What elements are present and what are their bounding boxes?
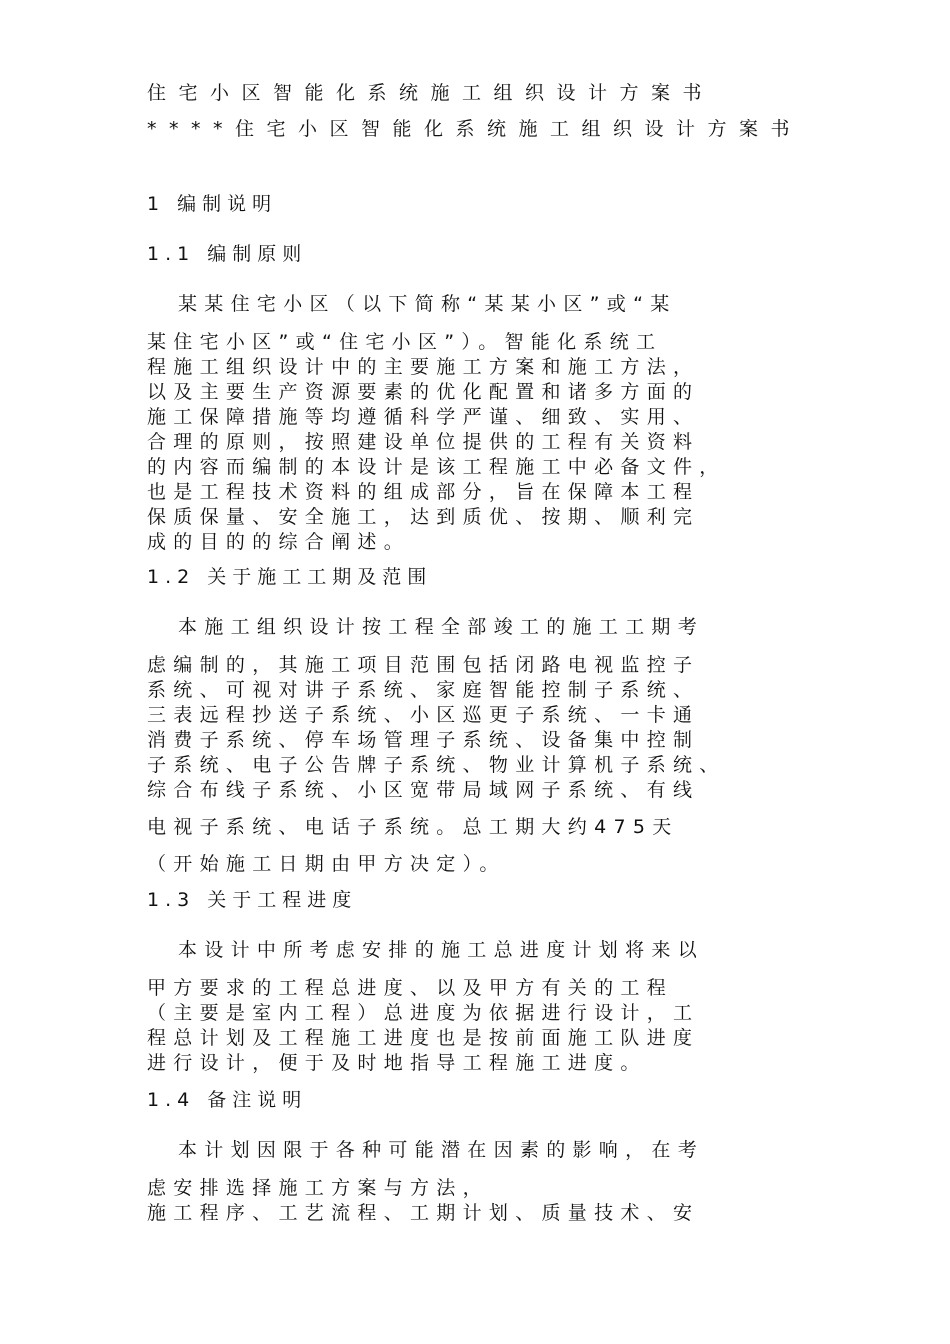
paragraph-line: 本施工组织设计按工程全部竣工的施工工期考 bbox=[178, 616, 705, 638]
paragraph-line: 施工保障措施等均遵循科学严谨、细致、实用、 bbox=[147, 406, 700, 428]
paragraph-line: 本设计中所考虑安排的施工总进度计划将来以 bbox=[178, 939, 705, 961]
section-heading: 1.3 关于工程进度 bbox=[147, 889, 358, 911]
paragraph-line: 成的目的的综合阐述。 bbox=[147, 531, 411, 553]
paragraph-line: 合理的原则，按照建设单位提供的工程有关资料 bbox=[147, 431, 700, 453]
section-heading: 1.4 备注说明 bbox=[147, 1089, 308, 1111]
section-heading: 1 编制说明 bbox=[147, 193, 278, 215]
paragraph-line: 某某住宅小区（以下简称“某某小区”或“某 bbox=[178, 293, 677, 315]
paragraph-line: 消费子系统、停车场管理子系统、设备集中控制 bbox=[147, 729, 700, 751]
paragraph-line: 电视子系统、电话子系统。总工期大约475天 bbox=[147, 816, 679, 838]
paragraph-line: 系统、可视对讲子系统、家庭智能控制子系统、 bbox=[147, 679, 700, 701]
section-heading: 1.2 关于施工工期及范围 bbox=[147, 566, 433, 588]
paragraph-line: 本计划因限于各种可能潜在因素的影响，在考 bbox=[178, 1139, 705, 1161]
paragraph-line: 三表远程抄送子系统、小区巡更子系统、一卡通 bbox=[147, 704, 700, 726]
paragraph-line: 进行设计，便于及时地指导工程施工进度。 bbox=[147, 1052, 647, 1074]
section-heading: 1.1 编制原则 bbox=[147, 243, 308, 265]
document-title: 住宅小区智能化系统施工组织设计方案书 bbox=[147, 82, 715, 104]
paragraph-line: 虑安排选择施工方案与方法， bbox=[147, 1177, 489, 1199]
paragraph-line: 程总计划及工程施工进度也是按前面施工队进度 bbox=[147, 1027, 700, 1049]
paragraph-line: 以及主要生产资源要素的优化配置和诸多方面的 bbox=[147, 381, 700, 403]
paragraph-line: 甲方要求的工程总进度、以及甲方有关的工程 bbox=[147, 977, 674, 999]
paragraph-line: 也是工程技术资料的组成部分，旨在保障本工程 bbox=[147, 481, 700, 503]
paragraph-line: 虑编制的，其施工项目范围包括闭路电视监控子 bbox=[147, 654, 700, 676]
paragraph-line: 程施工组织设计中的主要施工方案和施工方法， bbox=[147, 356, 700, 378]
paragraph-line: 的内容而编制的本设计是该工程施工中必备文件， bbox=[147, 456, 726, 478]
paragraph-line: 综合布线子系统、小区宽带局域网子系统、有线 bbox=[147, 779, 700, 801]
paragraph-line: （主要是室内工程）总进度为依据进行设计，工 bbox=[147, 1002, 700, 1024]
paragraph-line: 子系统、电子公告牌子系统、物业计算机子系统、 bbox=[147, 754, 726, 776]
paragraph-line: （开始施工日期由甲方决定）。 bbox=[147, 853, 506, 875]
paragraph-line: 某住宅小区”或“住宅小区”）。智能化系统工 bbox=[147, 331, 663, 353]
paragraph-line: 保质保量、安全施工，达到质优、按期、顺利完 bbox=[147, 506, 700, 528]
document-subtitle: ****住宅小区智能化系统施工组织设计方案书 bbox=[147, 118, 803, 140]
paragraph-line: 施工程序、工艺流程、工期计划、质量技术、安 bbox=[147, 1202, 700, 1224]
